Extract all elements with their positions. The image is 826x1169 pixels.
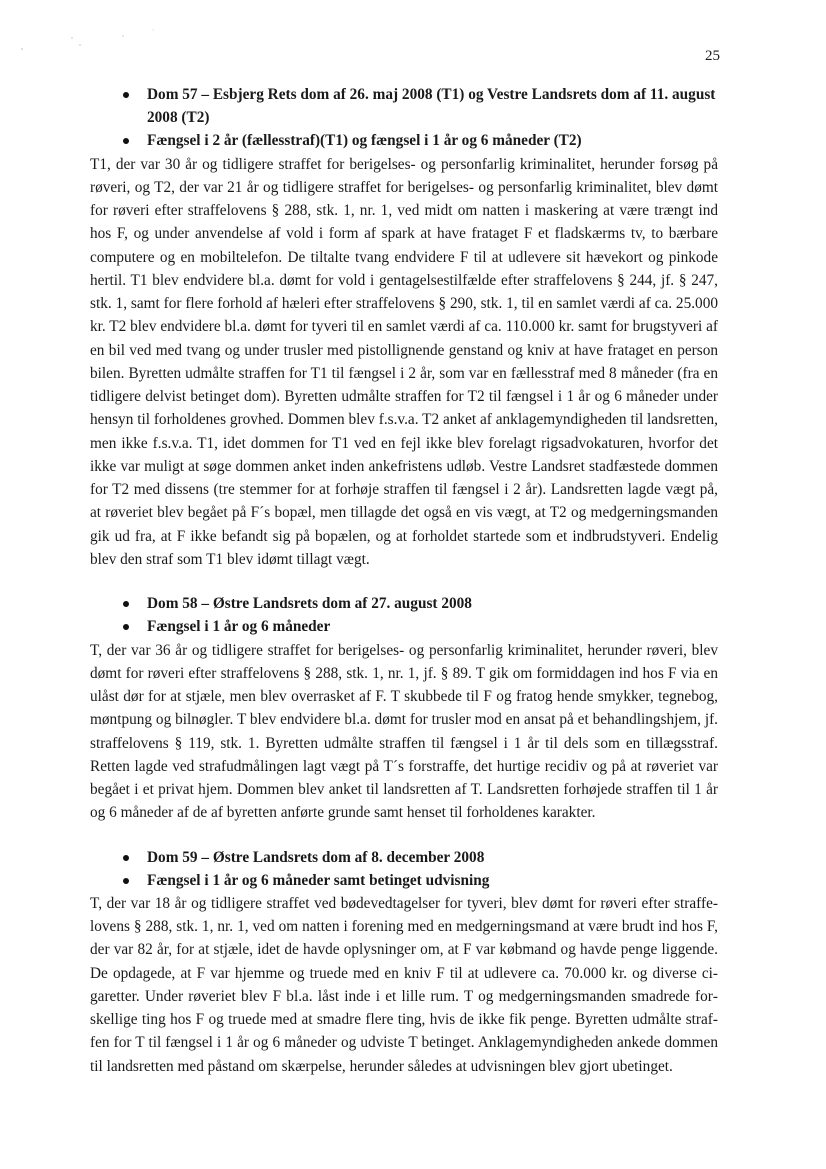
case-title <box>90 846 718 869</box>
case-headings <box>90 592 718 638</box>
scan-specks <box>0 0 200 60</box>
bullet-icon <box>123 92 129 98</box>
case-title-text: Dom 59 – Østre Landsrets dom af 8. december 2008 <box>147 848 485 866</box>
case-summary: T, der var 36 år og tidligere straffet for berigelses- og personfarlig kriminalitet, herunder røveri, blev dømt for røveri efter straffelovens § 288, stk. 1, nr. 1, jf. § 89. T gik om formiddagen ind hos F via en ulåst dør for at stjæle, men blev overrasket af F. T skubbede til F og fratog hende smykker, tegnebog, møntpung og bilnøgler. T blev endvidere bl.a. dømt for trusler mod en ansat på et behandlingshjem, jf. straffelovens § 119, stk. 1. Byretten udmålte straffen til fængsel i 1 år til dels som en tillægsstraf. Retten lagde ved strafudmålingen lagt vægt på T´s forstraffe, det hurtige recidiv og på at røveriet var begået i et privat hjem. Dommen blev anket til landsretten af T. Landsretten forhøjede straffen til 1 år og 6 måneder af de af byretten anførte grunde samt henset til forholdenes karakter. <box>90 641 718 822</box>
case-section-59 <box>90 846 718 1078</box>
case-title <box>90 83 718 129</box>
bullet-icon <box>123 601 129 607</box>
case-section-58 <box>90 592 718 824</box>
case-section-57 <box>90 83 718 571</box>
document-body <box>90 83 718 1078</box>
case-sentence <box>90 615 718 638</box>
case-sentence <box>90 129 718 152</box>
bullet-icon <box>123 855 129 861</box>
page-number: 25 <box>705 48 720 64</box>
case-headings <box>90 83 718 153</box>
case-summary: T, der var 18 år og tidligere straffet ved bødevedtagelser for tyveri, blev dømt for røveri efter straffelovens § 288, stk. 1, nr. 1, ved om natten i forening med en medgerningsmand at være brudt ind hos F, der var 82 år, for at stjæle, idet de havde oplysninger om, at F var købmand og havde penge liggende. De opdagede, at F var hjemme og truede med en kniv F til at udlevere ca. 70.000 kr. og diverse cigaretter. Under røveriet blev F bl.a. låst inde i et lille rum. T og medgerningsmanden smadrede forskellige ting hos F og truede med at smadre flere ting, hvis de ikke fik penge. Byretten udmålte straffen for T til fængsel i 1 år og 6 måneder og udviste T betinget. Anklagemyndigheden ankede dommen til landsretten med påstand om skærpelse, herunder således at udvisningen blev gjort ubetinget. <box>90 894 718 1075</box>
case-sentence-text: Fængsel i 1 år og 6 måneder <box>147 618 331 636</box>
case-title-text: Dom 57 – Esbjerg Rets dom af 26. maj 2008 (T1) og Vestre Landsrets dom af 11. august 2008 (T2) <box>147 86 716 127</box>
bullet-icon <box>123 878 129 884</box>
bullet-icon <box>123 624 129 630</box>
case-summary: T1, der var 30 år og tidligere straffet for berigelses- og personfarlig kriminalitet, herunder forsøg på røveri, og T2, der var 21 år og tidligere straffet for berigelses- og personfarlig kriminalitet, blev dømt for røveri efter straffelovens § 288, stk. 1, nr. 1, ved midt om natten i maskering at være trængt ind hos F, og under anvendelse af vold i form af spark at have frataget F et fladskærms tv, to bærbare computere og en mobiltelefon. De tiltalte tvang endvidere F til at udlevere sit hævekort og pinkode hertil. T1 blev endvidere bl.a. dømt for vold i gentagelsestilfælde efter straffelovens § 244, jf. § 247, stk. 1, samt for flere forhold af hæleri efter straffelovens § 290, stk. 1, til en samlet værdi af ca. 25.000 kr. T2 blev endvidere bl.a. dømt for tyveri til en samlet værdi af ca. 110.000 kr. samt for brugstyveri af en bil ved med tvang og under trusler med pistollignende genstand og kniv at have frataget en person bilen. Byretten udmålte straffen for T1 til fængsel i 2 år, som var en fællesstraf med 8 måneder (fra en tidligere delvist betinget dom). Byretten udmålte straffen for T2 til fængsel i 1 år og 6 måneder under hensyn til forholdenes grovhed. Dommen blev f.s.v.a. T2 anket af anklagemyndigheden til landsretten, men ikke f.s.v.a. T1, idet dommen for T1 ved en fejl ikke blev forelagt rigsadvokaturen, hvorfor det ikke var muligt at søge dommen anket inden ankefristens udløb. Vestre Landsret stadfæstede dommen for T2 med dissens (tre stemmer for at forhøje straffen til fængsel i 2 år). Landsretten lagde vægt på, at røveriet blev begået på F´s bopæl, men tillagde det også en vis vægt, at T2 og medgerningsmanden gik ud fra, at F ikke befandt sig på bopælen, og at forholdet startede som et indbrudstyveri. Endelig blev den straf som T1 blev idømt tillagt vægt. <box>90 155 718 568</box>
case-title <box>90 592 718 615</box>
case-sentence-text: Fængsel i 2 år (fællesstraf)(T1) og fængsel i 1 år og 6 måneder (T2) <box>147 132 582 150</box>
case-headings <box>90 846 718 892</box>
bullet-icon <box>123 138 129 144</box>
case-sentence <box>90 869 718 892</box>
case-sentence-text: Fængsel i 1 år og 6 måneder samt betinget udvisning <box>147 871 490 889</box>
case-title-text: Dom 58 – Østre Landsrets dom af 27. august 2008 <box>147 595 472 613</box>
